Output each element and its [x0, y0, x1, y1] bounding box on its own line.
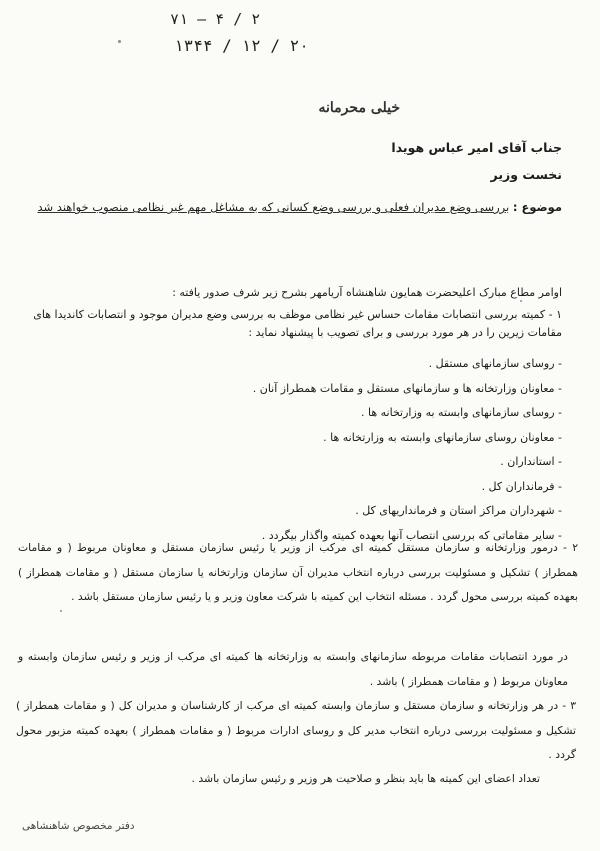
subject-text: بررسی وضع مدیران فعلی و بررسی وضع کسانی که به مشاغل مهم غیر نظامی منصوب خواهند شد [37, 200, 510, 214]
paragraph-1: ۱ - کمیته بررسی انتصابات مقامات حساس غیر نظامی موظف به بررسی وضع مدیران موجود و انتصابات کاندیدا های مقامات زیرین را در هر مورد بررسی و برای تصویب با پیشنهاد نماید : [33, 308, 562, 339]
classification-heading: خیلی محرمانه [318, 100, 400, 116]
intro-text: اوامر مطاع مبارک اعلیحضرت همایون شاهنشاه آریامهر بشرح زیر شرف صدور یافته : [172, 286, 562, 299]
intro-paragraph [32, 284, 562, 342]
paragraph-3: در مورد انتصابات مقامات مربوطه سازمانهای وابسته به وزارتخانه ها کمیته ای مرکب از وزیر و رئیس سازمان وابسته و معاونان مربوط ( و مقامات همطراز ) باشد . [18, 650, 568, 688]
addressee-title: نخست وزیر [490, 167, 562, 182]
addressee-line: جناب آقای امیر عباس هویدا [391, 140, 562, 155]
position-list [92, 352, 562, 548]
list-item: - شهرداران مراکز استان و فرمانداریهای کل . [355, 504, 562, 517]
list-item: - فرمانداران کل . [481, 479, 562, 493]
list-item: - استانداران . [500, 455, 562, 468]
list-item: - معاونان وزارتخانه ها و سازمانهای مستقل و مقامات همطراز آنان . [252, 381, 562, 395]
scan-speck [118, 40, 121, 43]
paragraph-2: ۲ - درمور وزارتخانه و سازمان مستقل کمیته ای مرکب از وزیر یا رئیس سازمان مستقل و معاونان مربوط ( و مقامات همطراز ) تشکیل و مسئولیت بررسی درباره انتخاب مدیران آن سازمان وزارتخانه یا سازمان مستقل ( و مقامات همطراز ) بعهده کمیته بررسی محول گردد . مسئله انتخاب این کمیته با شرکت معاون وزیر و یا رئیس سازمان مستقل باشد . [18, 541, 578, 603]
subject-label: موضوع : [512, 200, 562, 214]
paragraph-5: تعداد اعضای این کمیته ها باید بنظر و صلاحیت هر وزیر و رئیس سازمان باشد . [191, 772, 540, 785]
list-item: - سایر مقاماتی که بررسی انتصاب آنها بعهده کمیته واگذار بیگردد . [261, 528, 562, 542]
paragraph-4: ۳ - در هر وزارتخانه و سازمان مستقل و سازمان وابسته کمیته ای مرکب از کارشناسان و مدیران کل ( و مقامات همطراز ) تشکیل و مسئولیت بررسی درباره انتخاب مدیر کل و روسای ادارات مربوط ( و مقامات همطراز ) بعهده کمیته مزبور محول گردد . [16, 699, 576, 761]
reference-number: ۷۱ — ۴ / ۲ [170, 10, 261, 28]
list-item: - معاونان روسای سازمانهای وابسته به وزارتخانه ها . [323, 430, 562, 444]
list-item: - روسای سازمانهای مستقل . [428, 357, 562, 370]
reference-date: ۱۳۴۴ / ۱۲ / ۲۰ [174, 36, 309, 55]
scan-speck [60, 610, 62, 612]
subject-line [32, 190, 562, 224]
list-item: - روسای سازمانهای وابسته به وزارتخانه ها . [361, 406, 562, 419]
signature-stamp: دفتر مخصوص شاهنشاهی [22, 820, 135, 832]
